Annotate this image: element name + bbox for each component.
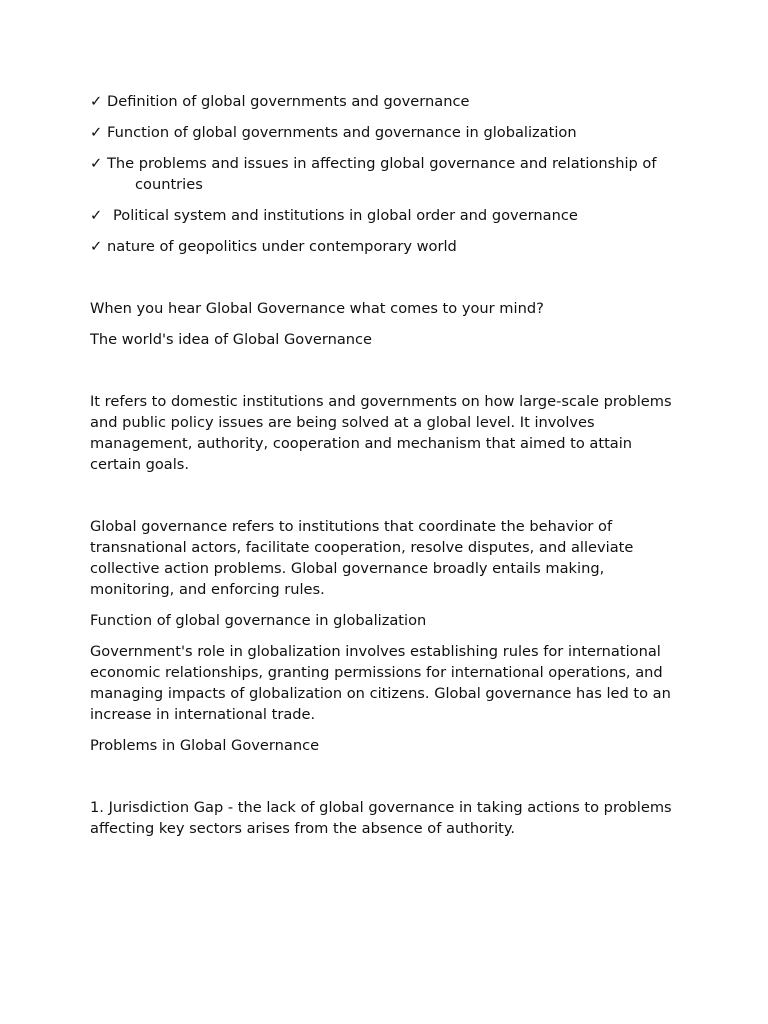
checkmark-icon: ✓	[90, 238, 103, 255]
checkmark-icon: ✓	[90, 207, 103, 224]
checkmark-icon: ✓	[90, 93, 103, 110]
definition-paragraph-2: Global governance refers to institutions that coordinate the behavior of transnational actors, facilitate cooperation, resolve disputes, and alleviate collective action problems. Global governance broadly entails making, monitoring, and enforcing rules.	[90, 518, 634, 598]
checklist-item	[90, 205, 682, 226]
checklist-text: Definition of global governments and governance	[107, 93, 470, 110]
checklist-text: The problems and issues in affecting global governance and relationship of	[107, 155, 657, 172]
checkmark-icon: ✓	[90, 124, 103, 141]
document-page	[90, 91, 682, 849]
checklist-text: Function of global governments and governance in globalization	[107, 124, 577, 141]
question-paragraph: When you hear Global Governance what comes to your mind?	[90, 300, 544, 317]
function-heading: Function of global governance in globalization	[90, 612, 427, 629]
checklist-text: Political system and institutions in global order and governance	[113, 207, 578, 224]
problems-heading: Problems in Global Governance	[90, 737, 320, 754]
checklist-item	[90, 122, 682, 143]
checklist-item	[90, 153, 682, 195]
checklist-text-continuation: countries	[135, 176, 203, 193]
function-paragraph: Government's role in globalization involves establishing rules for international economic relationships, granting permissions for international operations, and managing impacts of globalization on citizens. Global governance has led to an increase in international trade.	[90, 643, 671, 723]
checklist-item	[90, 91, 682, 112]
checklist-text: nature of geopolitics under contemporary world	[107, 238, 457, 255]
checklist-item	[90, 236, 682, 257]
world-idea-paragraph: The world's idea of Global Governance	[90, 331, 373, 348]
problem-item-1: 1. Jurisdiction Gap - the lack of global governance in taking actions to problems affecting key sectors arises from the absence of authority.	[90, 799, 672, 837]
checkmark-icon: ✓	[90, 155, 103, 172]
definition-paragraph-1: It refers to domestic institutions and governments on how large-scale problems and public policy issues are being solved at a global level. It involves management, authority, cooperation and mechanism that aimed to attain certain goals.	[90, 393, 672, 473]
